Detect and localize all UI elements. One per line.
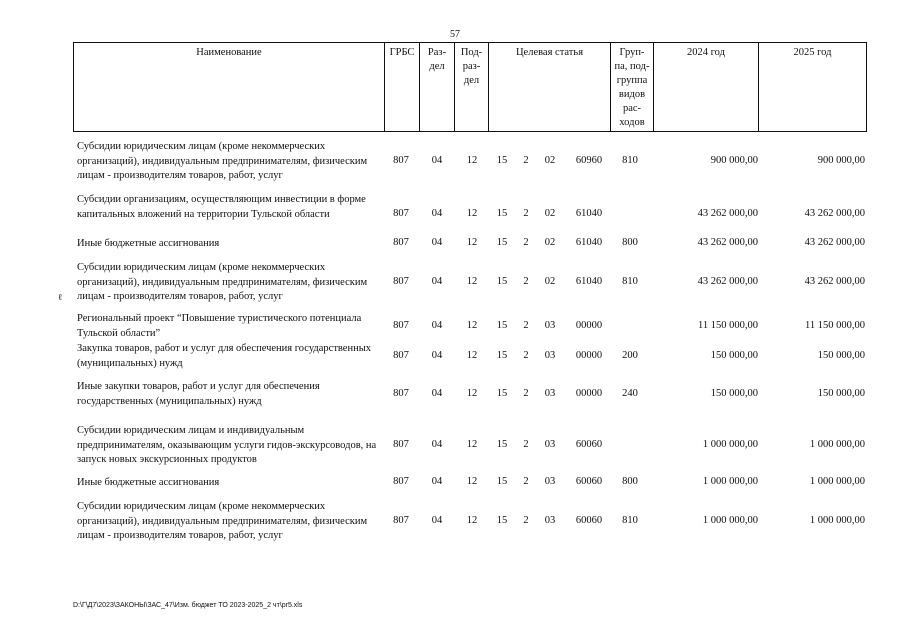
footer-path: D:\Г\Д7\2023\ЗАКОНЫ\ЗАС_47\Изм. бюджет ТО 2023-2025_2 чт\pr5.xls <box>73 602 303 609</box>
header-grbs: ГРБС <box>384 43 419 131</box>
cell-t3: 03 <box>544 439 556 450</box>
cell-pr: 12 <box>466 350 478 361</box>
cell-rz: 04 <box>431 388 443 399</box>
row-name: Иные закупки товаров, работ и услуг для обеспечения государственных (муниципальных) нужд <box>77 381 320 407</box>
cell-v2025: 11 150 000,00 <box>805 320 865 331</box>
cell-v2024: 900 000,00 <box>710 155 758 166</box>
cell-rz: 04 <box>431 320 443 331</box>
cell-t1: 15 <box>496 276 508 287</box>
cell-t3: 02 <box>544 276 556 287</box>
cell-t1: 15 <box>496 237 508 248</box>
cell-rz: 04 <box>431 476 443 487</box>
cell-v2024: 150 000,00 <box>710 350 758 361</box>
cell-vr: 240 <box>622 388 638 399</box>
cell-t3: 02 <box>544 155 556 166</box>
cell-t4: 00000 <box>575 350 603 361</box>
cell-v2025: 43 262 000,00 <box>804 208 865 219</box>
cell-grbs: 807 <box>393 276 409 287</box>
cell-t3: 02 <box>544 237 556 248</box>
row-name: Иные бюджетные ассигнования <box>77 477 220 488</box>
header-group: Груп- па, под- группа видов рас- ходов <box>610 43 654 131</box>
cell-t1: 15 <box>496 155 508 166</box>
cell-v2024: 150 000,00 <box>710 388 758 399</box>
cell-pr: 12 <box>466 155 478 166</box>
cell-pr: 12 <box>466 320 478 331</box>
cell-t2: 2 <box>523 515 529 526</box>
cell-vr: 800 <box>622 476 638 487</box>
cell-pr: 12 <box>466 276 478 287</box>
cell-t4: 60060 <box>575 439 603 450</box>
cell-t2: 2 <box>523 320 529 331</box>
cell-v2025: 900 000,00 <box>817 155 865 166</box>
cell-v2024: 43 262 000,00 <box>697 276 758 287</box>
row-name: Субсидии организациям, осуществляющим инвестиции в форме капитальных вложений на территории Тульской области <box>77 194 366 220</box>
cell-v2025: 1 000 000,00 <box>809 439 865 450</box>
cell-grbs: 807 <box>393 208 409 219</box>
cell-t2: 2 <box>523 439 529 450</box>
row-name: Субсидии юридическим лицам (кроме некоммерческих организаций), индивидуальным предпринимателям, физическим лицам - производителям товаров, работ, услуг <box>77 141 368 181</box>
cell-t2: 2 <box>523 276 529 287</box>
cell-rz: 04 <box>431 208 443 219</box>
cell-t1: 15 <box>496 515 508 526</box>
cell-t1: 15 <box>496 208 508 219</box>
cell-pr: 12 <box>466 208 478 219</box>
cell-v2025: 43 262 000,00 <box>804 237 865 248</box>
header-podrazdel: Под- раз- дел <box>454 43 488 131</box>
cell-rz: 04 <box>431 155 443 166</box>
cell-pr: 12 <box>466 476 478 487</box>
cell-v2025: 150 000,00 <box>817 388 865 399</box>
cell-t1: 15 <box>496 388 508 399</box>
cell-t1: 15 <box>496 320 508 331</box>
cell-t3: 02 <box>544 208 556 219</box>
cell-vr: 810 <box>622 155 638 166</box>
cell-vr: 810 <box>622 515 638 526</box>
cell-grbs: 807 <box>393 515 409 526</box>
cell-t2: 2 <box>523 237 529 248</box>
cell-pr: 12 <box>466 388 478 399</box>
cell-rz: 04 <box>431 276 443 287</box>
cell-v2024: 43 262 000,00 <box>697 208 758 219</box>
table-header <box>73 42 867 132</box>
cell-rz: 04 <box>431 515 443 526</box>
cell-grbs: 807 <box>393 476 409 487</box>
cell-v2025: 43 262 000,00 <box>804 276 865 287</box>
row-name: Субсидии юридическим лицам (кроме некоммерческих организаций), индивидуальным предпринимателям, физическим лицам - производителям товаров, работ, услуг <box>77 501 368 541</box>
cell-rz: 04 <box>431 350 443 361</box>
cell-t1: 15 <box>496 350 508 361</box>
cell-v2024: 1 000 000,00 <box>702 439 758 450</box>
cell-grbs: 807 <box>393 237 409 248</box>
cell-grbs: 807 <box>393 320 409 331</box>
cell-vr: 810 <box>622 276 638 287</box>
header-name: Наименование <box>196 47 262 58</box>
cell-t3: 03 <box>544 350 556 361</box>
cell-v2025: 1 000 000,00 <box>809 476 865 487</box>
cell-t4: 00000 <box>575 388 603 399</box>
cell-v2024: 1 000 000,00 <box>702 476 758 487</box>
cell-t4: 60060 <box>575 515 603 526</box>
row-name: Субсидии юридическим лицам (кроме некоммерческих организаций), индивидуальным предпринимателям, физическим лицам - производителям товаров, работ, услуг <box>77 262 368 302</box>
cell-pr: 12 <box>466 439 478 450</box>
cell-v2025: 150 000,00 <box>817 350 865 361</box>
header-target: Целевая статья <box>488 43 610 131</box>
cell-t2: 2 <box>523 350 529 361</box>
cell-v2024: 11 150 000,00 <box>698 320 758 331</box>
cell-vr: 200 <box>622 350 638 361</box>
cell-t3: 03 <box>544 476 556 487</box>
cell-rz: 04 <box>431 237 443 248</box>
cell-t2: 2 <box>523 155 529 166</box>
cell-grbs: 807 <box>393 350 409 361</box>
cell-t4: 60060 <box>575 476 603 487</box>
cell-grbs: 807 <box>393 155 409 166</box>
cell-v2024: 43 262 000,00 <box>697 237 758 248</box>
page-number: 57 <box>450 29 460 40</box>
cell-grbs: 807 <box>393 439 409 450</box>
cell-grbs: 807 <box>393 388 409 399</box>
cell-t1: 15 <box>496 476 508 487</box>
cell-pr: 12 <box>466 237 478 248</box>
cell-t3: 03 <box>544 388 556 399</box>
cell-pr: 12 <box>466 515 478 526</box>
header-2024: 2024 год <box>687 47 725 58</box>
row-name: Региональный проект “Повышение туристического потенциала Тульской области” <box>77 313 362 339</box>
cell-t4: 61040 <box>575 208 603 219</box>
cell-vr: 800 <box>622 237 638 248</box>
cell-t4: 00000 <box>575 320 603 331</box>
cell-t2: 2 <box>523 476 529 487</box>
row-name: Субсидии юридическим лицам и индивидуальным предпринимателям, оказывающим услуги гидов-экскурсоводов, на запуск новых экскурсионных продуктов <box>77 425 377 465</box>
cell-v2024: 1 000 000,00 <box>702 515 758 526</box>
cell-v2025: 1 000 000,00 <box>809 515 865 526</box>
cell-t4: 61040 <box>575 237 603 248</box>
cell-rz: 04 <box>431 439 443 450</box>
header-2025: 2025 год <box>758 43 866 131</box>
row-name: Закупка товаров, работ и услуг для обеспечения государственных (муниципальных) нужд <box>77 343 372 369</box>
cell-t1: 15 <box>496 439 508 450</box>
cell-t2: 2 <box>523 388 529 399</box>
cell-t4: 61040 <box>575 276 603 287</box>
cell-t3: 03 <box>544 320 556 331</box>
header-razdel: Раз- дел <box>419 43 454 131</box>
scan-mark: ℓ <box>58 292 63 302</box>
cell-t2: 2 <box>523 208 529 219</box>
cell-t4: 60960 <box>575 155 603 166</box>
cell-t3: 03 <box>544 515 556 526</box>
row-name: Иные бюджетные ассигнования <box>77 238 220 249</box>
